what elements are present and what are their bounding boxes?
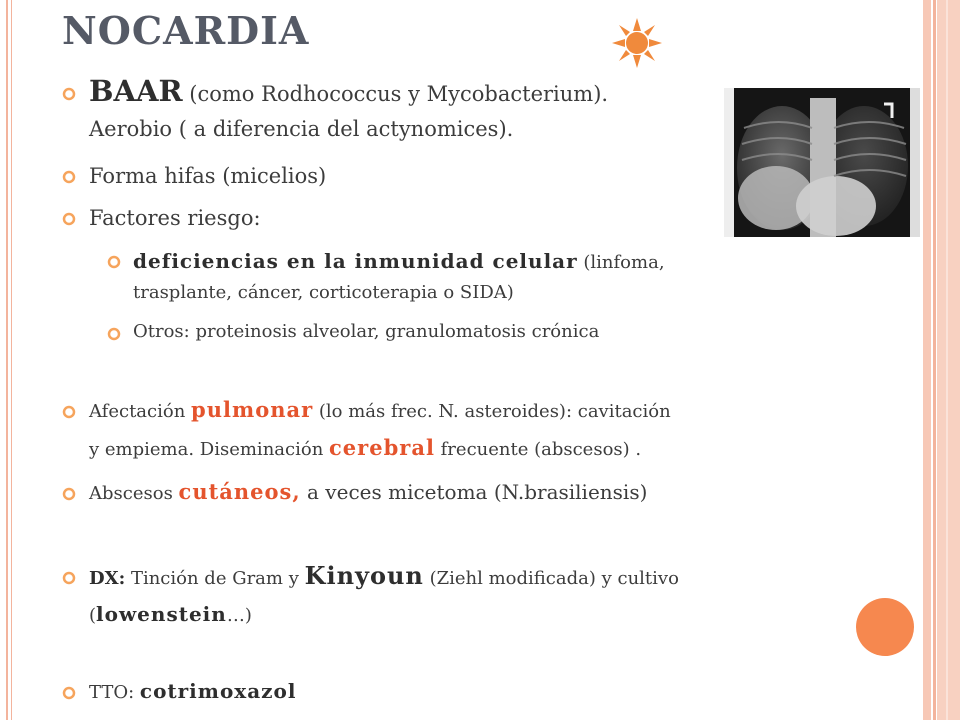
baar-rest: (como Rodhococcus y Mycobacterium). — [182, 82, 609, 106]
sun-icon — [612, 18, 662, 68]
chest-xray-image — [724, 88, 920, 237]
open-circle-bullet-icon — [62, 87, 76, 101]
afectacion-pre: Afectación — [89, 401, 192, 422]
keyword-cotrimoxazol: cotrimoxazol — [139, 679, 297, 703]
bullet-tto — [89, 677, 296, 707]
bullet-factores-riesgo: Factores riesgo: — [89, 206, 261, 230]
open-circle-bullet-icon — [62, 212, 76, 226]
afectacion-line2-pre: y empiema. Diseminación — [89, 439, 330, 460]
open-circle-bullet-icon — [62, 686, 76, 700]
open-circle-bullet-icon — [107, 255, 121, 269]
deficiencias-term: deficiencias en la inmunidad celular — [133, 249, 578, 273]
dx-post: (Ziehl modificada) y cultivo — [423, 568, 679, 589]
bullet-afectacion — [89, 396, 671, 426]
tto-pre: TTO: — [89, 682, 140, 703]
keyword-cerebral: cerebral — [329, 435, 435, 460]
open-circle-bullet-icon — [62, 571, 76, 585]
afectacion-line2-post: frecuente (abscesos) . — [434, 439, 642, 460]
open-circle-bullet-icon — [62, 170, 76, 184]
bullet-abscesos — [89, 478, 647, 508]
abscesos-pre: Abscesos — [89, 483, 179, 504]
bullet-dx — [89, 562, 679, 593]
right-stripe — [937, 0, 960, 720]
keyword-kinyoun: Kinyoun — [304, 561, 424, 590]
keyword-cutaneos: cutáneos, — [178, 479, 301, 504]
left-border-line-thin — [11, 0, 12, 720]
afectacion-mid: (lo más frec. N. asteroides): cavitación — [313, 401, 671, 422]
deficiencias-rest: (linfoma, — [577, 252, 665, 273]
dx-pre: Tinción de Gram y — [125, 568, 305, 589]
subbullet-deficiencias — [133, 247, 665, 277]
keyword-pulmonar: pulmonar — [191, 397, 314, 422]
orange-circle-decoration — [856, 598, 914, 656]
dx-line2-close: …) — [226, 605, 252, 626]
right-stripe — [933, 0, 936, 720]
open-circle-bullet-icon — [107, 327, 121, 341]
bullet-afectacion-line2 — [89, 434, 641, 464]
left-border-line — [6, 0, 8, 720]
right-stripe — [923, 0, 931, 720]
bullet-dx-line2 — [89, 600, 252, 630]
open-circle-bullet-icon — [62, 487, 76, 501]
slide-title: NOCARDIA — [62, 8, 310, 53]
subbullet-deficiencias-line2: trasplante, cáncer, corticoterapia o SIDA) — [133, 282, 514, 303]
right-stripe — [946, 0, 948, 720]
bullet-forma-hifas: Forma hifas (micelios) — [89, 164, 327, 188]
dx-line2-open: ( — [89, 605, 97, 626]
subbullet-otros: Otros: proteinosis alveolar, granulomatosis crónica — [133, 321, 600, 342]
bullet-baar — [89, 76, 608, 110]
baar-term: BAAR — [89, 74, 183, 108]
open-circle-bullet-icon — [62, 405, 76, 419]
keyword-lowenstein: lowenstein — [96, 602, 227, 626]
bullet-baar-line2: Aerobio ( a diferencia del actynomices). — [89, 117, 514, 141]
abscesos-post: a veces micetoma (N.brasiliensis) — [300, 480, 648, 504]
dx-label: DX: — [89, 568, 126, 589]
